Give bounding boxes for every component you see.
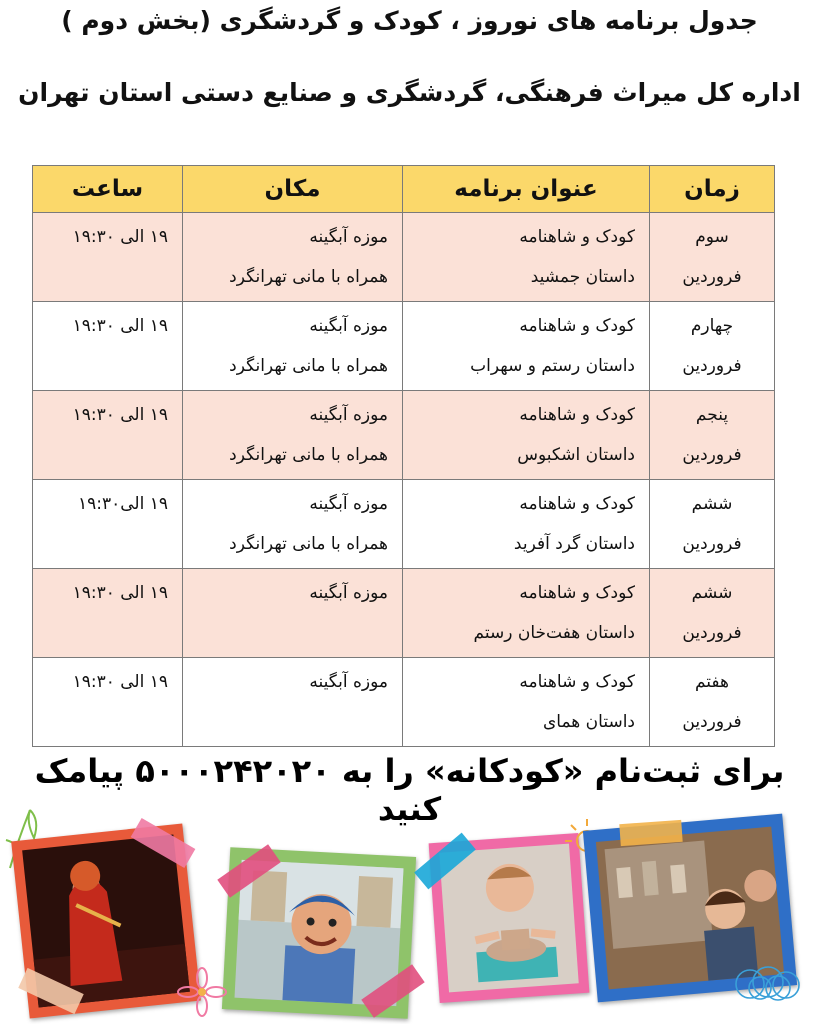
month-label: فروردین <box>682 623 742 643</box>
hour-cell: ۱۹ الی ۱۹:۳۰ <box>33 391 183 480</box>
place-name: موزه آبگینه <box>309 316 388 336</box>
table-row <box>33 480 775 569</box>
header-time: زمان <box>650 166 775 213</box>
header-hour: ساعت <box>33 166 183 213</box>
time-cell <box>650 213 775 302</box>
hour-cell: ۱۹ الی ۱۹:۳۰ <box>33 658 183 747</box>
story-title: داستان اشکبوس <box>517 445 635 465</box>
program-cell <box>403 569 650 658</box>
time-cell <box>650 480 775 569</box>
day-label: چهارم <box>690 316 734 336</box>
page-subtitle: اداره کل میراث فرهنگی، گردشگری و صنایع دستی استان تهران <box>18 78 801 107</box>
table-row <box>33 302 775 391</box>
place-name: موزه آبگینه <box>309 583 388 603</box>
table-header-row <box>33 166 775 213</box>
month-label: فروردین <box>682 267 742 287</box>
table-row <box>33 391 775 480</box>
story-title: داستان رستم و سهراب <box>470 356 635 376</box>
place-name: موزه آبگینه <box>309 494 388 514</box>
program-title: کودک و شاهنامه <box>519 405 635 425</box>
schedule-table <box>32 165 775 747</box>
time-cell <box>650 658 775 747</box>
header-place: مکان <box>183 166 403 213</box>
place-cell <box>183 302 403 391</box>
place-name: موزه آبگینه <box>309 227 388 247</box>
page-title: جدول برنامه های نوروز ، کودک و گردشگری (بخش دوم ) <box>61 6 758 35</box>
place-cell <box>183 569 403 658</box>
story-title: داستان گرد آفرید <box>513 534 635 554</box>
program-title: کودک و شاهنامه <box>519 672 635 692</box>
place-cell <box>183 391 403 480</box>
time-cell <box>650 569 775 658</box>
month-label: فروردین <box>682 445 742 465</box>
program-cell <box>403 213 650 302</box>
day-label: ششم <box>691 583 733 603</box>
place-cell <box>183 213 403 302</box>
story-title: داستان همای <box>542 712 635 732</box>
day-label: پنجم <box>695 405 729 425</box>
place-cell <box>183 480 403 569</box>
host-name: همراه با مانی تهرانگرد <box>229 356 388 376</box>
host-name: همراه با مانی تهرانگرد <box>229 445 388 465</box>
program-cell <box>403 480 650 569</box>
month-label: فروردین <box>682 534 742 554</box>
time-cell <box>650 302 775 391</box>
program-title: کودک و شاهنامه <box>519 227 635 247</box>
hour-cell: ۱۹ الی۱۹:۳۰ <box>33 480 183 569</box>
day-label: هفتم <box>694 672 729 692</box>
header-program: عنوان برنامه <box>403 166 650 213</box>
program-title: کودک و شاهنامه <box>519 316 635 336</box>
host-name: همراه با مانی تهرانگرد <box>229 267 388 287</box>
program-cell <box>403 302 650 391</box>
place-cell <box>183 658 403 747</box>
tape-decoration <box>619 820 682 846</box>
program-title: کودک و شاهنامه <box>519 583 635 603</box>
day-label: ششم <box>691 494 733 514</box>
program-title: کودک و شاهنامه <box>519 494 635 514</box>
flower-icon <box>176 966 228 1018</box>
hour-cell: ۱۹ الی ۱۹:۳۰ <box>33 569 183 658</box>
host-name: همراه با مانی تهرانگرد <box>229 534 388 554</box>
program-cell <box>403 658 650 747</box>
story-title: داستان هفت‌خان رستم <box>473 623 635 643</box>
place-name: موزه آبگینه <box>309 672 388 692</box>
table-row <box>33 569 775 658</box>
hour-cell: ۱۹ الی ۱۹:۳۰ <box>33 302 183 391</box>
table-row <box>33 658 775 747</box>
scribble-doodle-icon <box>730 958 810 1010</box>
place-name: موزه آبگینه <box>309 405 388 425</box>
sms-registration-note: برای ثبت‌نام «کودکانه» را به ۵۰۰۰۲۴۲۰۲۰ پیامک کنید <box>34 752 785 828</box>
hour-cell: ۱۹ الی ۱۹:۳۰ <box>33 213 183 302</box>
story-title: داستان جمشید <box>530 267 635 287</box>
table-row <box>33 213 775 302</box>
month-label: فروردین <box>682 712 742 732</box>
time-cell <box>650 391 775 480</box>
program-cell <box>403 391 650 480</box>
month-label: فروردین <box>682 356 742 376</box>
day-label: سوم <box>695 227 729 247</box>
